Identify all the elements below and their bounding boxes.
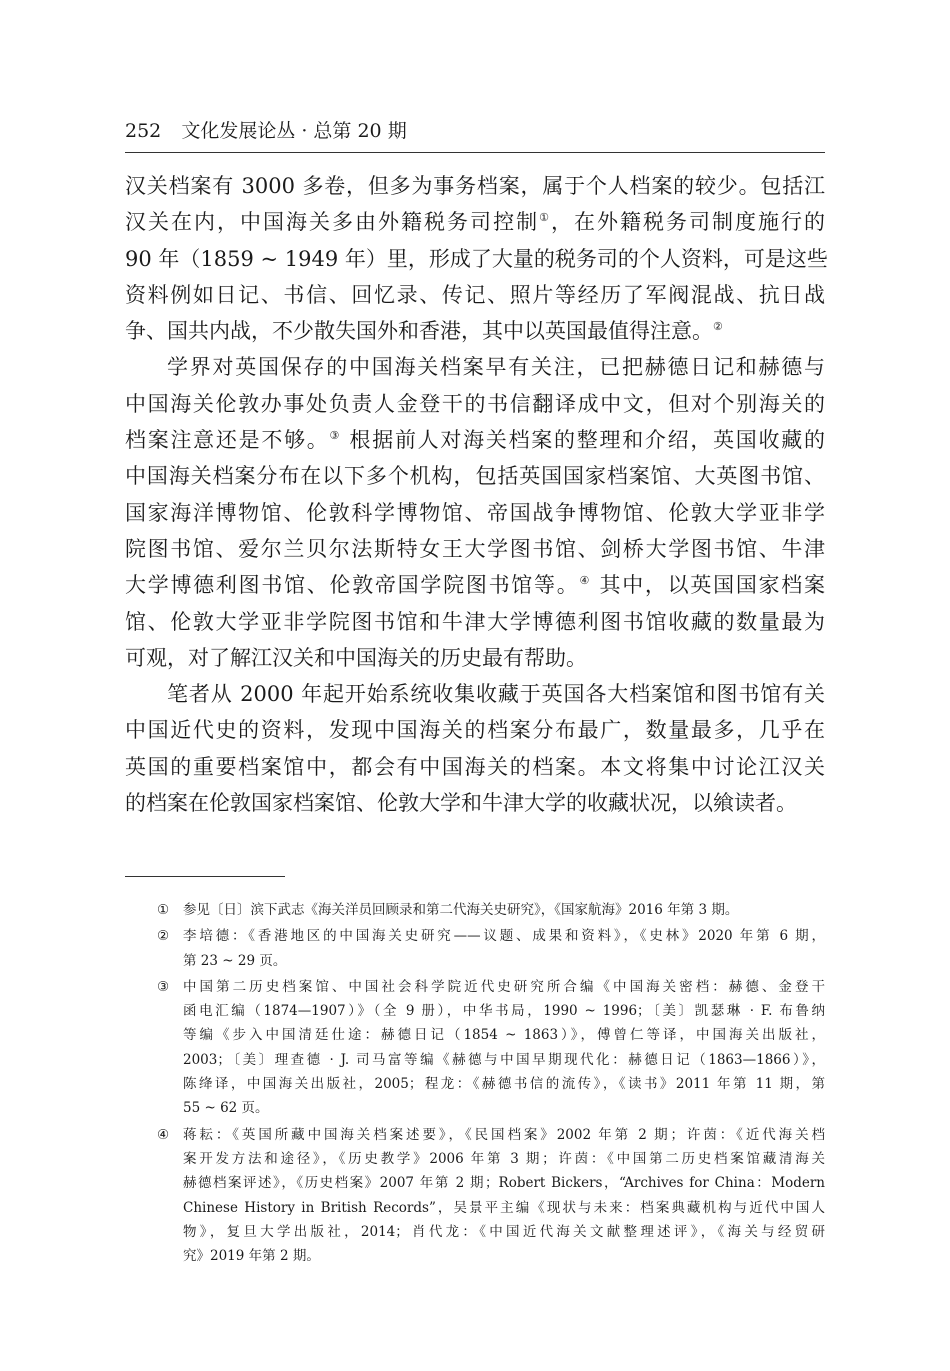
text-line: 中国海关伦敦办事处负责人金登干的书信翻译成中文，但对个别海关的 [125,391,825,416]
footnote-ref: ③ [329,429,342,443]
footnote-rule [125,876,285,877]
text-line: 英国的重要档案馆中，都会有中国海关的档案。本文将集中讨论江汉关 [125,754,825,779]
footnote-mark: ① [157,902,170,918]
footnote-mark: ② [157,928,170,945]
text-line: 学界对英国保存的中国海关档案早有关注，已把赫德日记和赫德与 [167,355,825,380]
text-line: 汉关在内，中国海关多由外籍税务司控制①，在外籍税务司制度施行的 [125,210,825,235]
footnote-line: 赫德档案评述》，《历史档案》2007 年第 2 期；Robert Bickers，“Archives for China：Modern [183,1175,825,1192]
footnote [125,1123,825,1269]
text-line: 资料例如日记、书信、回忆录、传记、照片等经历了军阀混战、抗日战 [125,282,825,307]
paragraph [125,349,825,676]
footnote-line: 第 23 ~ 29 页。 [183,952,287,969]
footnote-line: 中国第二历史档案馆、中国社会科学院近代史研究所合编《中国海关密档：赫德、金登干 [183,978,825,995]
footnote-line: 55 ~ 62 页。 [183,1100,269,1117]
footnote [125,898,825,922]
footnote-line: 李培德：《香港地区的中国海关史研究——议题、成果和资料》，《史林》2020 年第 6 期， [183,928,825,945]
footnote-line: 参见〔日〕滨下武志《海关洋员回顾录和第二代海关史研究》，《国家航海》2016 年第 3 期。 [183,902,739,918]
journal-title: 文化发展论丛 · 总第 20 期 [181,120,407,142]
article-body [125,168,828,821]
running-header [125,118,825,144]
footnote-line: 案开发方法和途径》，《历史教学》2006 年第 3 期；许茵：《中国第二历史档案馆藏清海关 [183,1150,825,1167]
footnotes [125,898,825,1270]
footnote-line: 究》2019 年第 2 期。 [183,1248,320,1265]
header-rule [125,152,825,153]
text-line: 笔者从 2000 年起开始系统收集收藏于英国各大档案馆和图书馆有关 [167,682,825,707]
text-line: 汉关档案有 3000 多卷，但多为事务档案，属于个人档案的较少。包括江 [125,174,825,198]
footnote-line: 函电汇编（1874—1907）》（全 9 册），中华书局，1990 ~ 1996；〔美〕凯瑟琳 · F. 布鲁纳 [183,1003,825,1020]
footnote-line: 等编《步入中国清廷仕途：赫德日记（1854 ~ 1863）》，傅曾仁等译，中国海关出版社， [183,1027,825,1044]
text-line: 档案注意还是不够。③ 根据前人对海关档案的整理和介绍，英国收藏的 [125,428,825,453]
text-line: 的档案在伦敦国家档案馆、伦敦大学和牛津大学的收藏状况，以飨读者。 [125,791,797,816]
text-line: 馆、伦敦大学亚非学院图书馆和牛津大学博德利图书馆收藏的数量最为 [125,609,825,634]
footnote-mark: ③ [157,978,170,995]
footnote-ref: ② [713,320,723,334]
footnote-ref: ① [539,211,551,225]
footnote-line: 蒋耘：《英国所藏中国海关档案述要》，《民国档案》2002 年第 2 期；许茵：《近代海关档 [183,1126,825,1143]
page-number: 252 [125,120,162,142]
text-line: 可观，对了解江汉关和中国海关的历史最有帮助。 [125,645,587,670]
text-line: 国家海洋博物馆、伦敦科学博物馆、帝国战争博物馆、伦敦大学亚非学 [125,500,825,525]
footnote [125,975,825,1121]
text-line: 争、国共内战，不少散失国外和香港，其中以英国最值得注意。② [125,319,723,344]
footnote-mark: ④ [157,1126,170,1143]
text-line: 90 年（1859 ~ 1949 年）里，形成了大量的税务司的个人资料，可是这些 [125,246,828,271]
paragraph [125,168,828,349]
paragraph [125,676,825,821]
footnote-ref: ④ [579,574,592,588]
footnote-line: Chinese History in British Records”，吴景平主编《现状与未来：档案典藏机构与近代中国人 [183,1199,825,1216]
text-line: 院图书馆、爱尔兰贝尔法斯特女王大学图书馆、剑桥大学图书馆、牛津 [125,536,825,561]
text-line: 大学博德利图书馆、伦敦帝国学院图书馆等。④ 其中，以英国国家档案 [125,573,825,598]
footnote [125,924,825,973]
footnote-line: 2003；〔美〕理查德 · J. 司马富等编《赫德与中国早期现代化：赫德日记（1863—1866）》， [183,1051,825,1068]
footnote-line: 陈绛译，中国海关出版社，2005；程龙：《赫德书信的流传》，《读书》2011 年第 11 期，第 [183,1076,825,1093]
text-line: 中国海关档案分布在以下多个机构，包括英国国家档案馆、大英图书馆、 [125,464,825,489]
footnote-line: 物》，复旦大学出版社，2014；肖代龙：《中国近代海关文献整理述评》，《海关与经贸研 [183,1223,825,1240]
text-line: 中国近代史的资料，发现中国海关的档案分布最广，数量最多，几乎在 [125,718,825,743]
